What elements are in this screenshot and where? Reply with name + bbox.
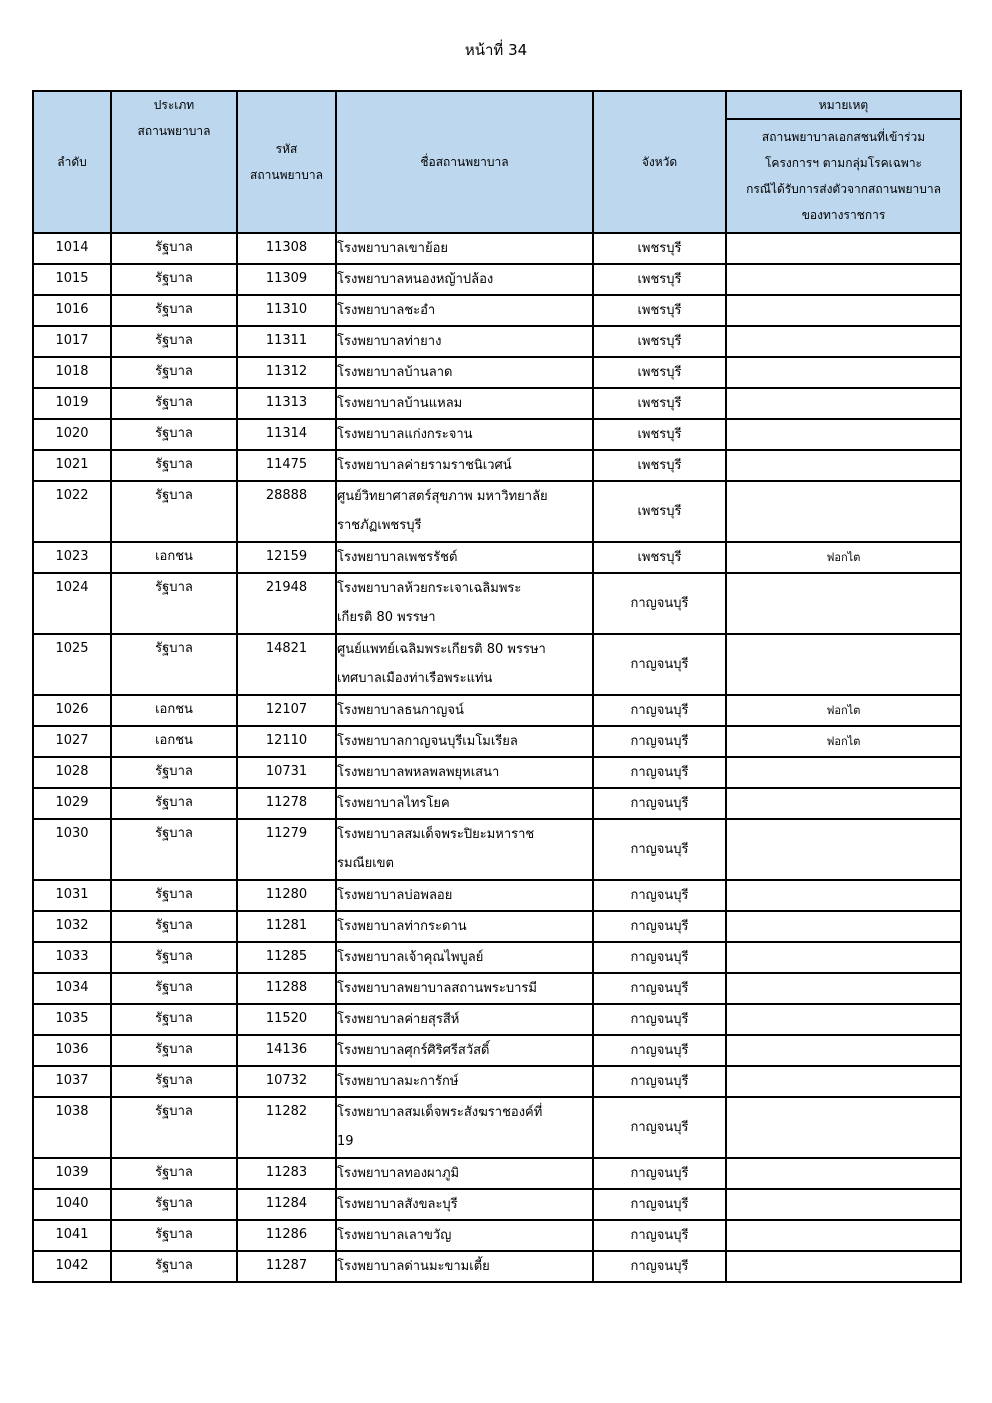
cell-name: โรงพยาบาลท่ากระดาน [336,911,593,942]
cell-name: โรงพยาบาลมะการักษ์ [336,1066,593,1097]
cell-province: กาญจนบุรี [593,788,726,819]
cell-name: โรงพยาบาลชะอำ [336,295,593,326]
cell-name: โรงพยาบาลเขาย้อย [336,233,593,264]
cell-note [726,788,961,819]
table-row [33,233,961,264]
cell-type: รัฐบาล [111,357,237,388]
table-row [33,819,961,880]
cell-order: 1026 [33,695,111,726]
cell-code: 11281 [237,911,336,942]
cell-type: รัฐบาล [111,1251,237,1282]
cell-name: โรงพยาบาลค่ายสุรสีห์ [336,1004,593,1035]
cell-code: 11282 [237,1097,336,1158]
cell-order: 1033 [33,942,111,973]
cell-name: โรงพยาบาลบ่อพลอย [336,880,593,911]
cell-province: เพชรบุรี [593,542,726,573]
cell-province: เพชรบุรี [593,419,726,450]
cell-order: 1031 [33,880,111,911]
cell-code: 11278 [237,788,336,819]
cell-note [726,1189,961,1220]
cell-note [726,295,961,326]
cell-code: 11313 [237,388,336,419]
cell-province: กาญจนบุรี [593,1066,726,1097]
cell-type: รัฐบาล [111,1189,237,1220]
cell-name: โรงพยาบาลสมเด็จพระสังฆราชองค์ที่ 19 [336,1097,593,1158]
cell-note [726,1220,961,1251]
cell-name: โรงพยาบาลไทรโยค [336,788,593,819]
cell-province: กาญจนบุรี [593,880,726,911]
cell-code: 11284 [237,1189,336,1220]
cell-name: โรงพยาบาลแก่งกระจาน [336,419,593,450]
cell-province: กาญจนบุรี [593,573,726,634]
cell-type: รัฐบาล [111,1097,237,1158]
cell-note [726,634,961,695]
cell-note [726,1066,961,1097]
table-row [33,911,961,942]
cell-note [726,1004,961,1035]
cell-code: 12159 [237,542,336,573]
cell-type: รัฐบาล [111,973,237,1004]
cell-type: รัฐบาล [111,264,237,295]
cell-note [726,233,961,264]
cell-name: โรงพยาบาลท่ายาง [336,326,593,357]
cell-code: 11285 [237,942,336,973]
cell-order: 1028 [33,757,111,788]
cell-code: 28888 [237,481,336,542]
cell-note [726,419,961,450]
cell-type: รัฐบาล [111,450,237,481]
table-row [33,973,961,1004]
cell-province: กาญจนบุรี [593,695,726,726]
cell-type: รัฐบาล [111,481,237,542]
cell-province: กาญจนบุรี [593,757,726,788]
cell-order: 1027 [33,726,111,757]
cell-province: กาญจนบุรี [593,1251,726,1282]
page-title: หน้าที่ 34 [464,41,528,59]
table-row [33,388,961,419]
cell-note [726,481,961,542]
cell-code: 10732 [237,1066,336,1097]
cell-name: โรงพยาบาลทองผาภูมิ [336,1158,593,1189]
table-row [33,357,961,388]
cell-type: รัฐบาล [111,1158,237,1189]
cell-note [726,326,961,357]
cell-code: 11475 [237,450,336,481]
cell-type: รัฐบาล [111,1066,237,1097]
cell-code: 11286 [237,1220,336,1251]
cell-order: 1038 [33,1097,111,1158]
cell-code: 11308 [237,233,336,264]
cell-order: 1015 [33,264,111,295]
table-row [33,450,961,481]
cell-name: โรงพยาบาลธนกาญจน์ [336,695,593,726]
cell-province: กาญจนบุรี [593,634,726,695]
cell-order: 1017 [33,326,111,357]
cell-order: 1025 [33,634,111,695]
cell-name: โรงพยาบาลเลาขวัญ [336,1220,593,1251]
cell-note [726,819,961,880]
cell-type: รัฐบาล [111,819,237,880]
cell-order: 1021 [33,450,111,481]
header-code: รหัส สถานพยาบาล [237,91,336,233]
cell-type: รัฐบาล [111,634,237,695]
cell-type: รัฐบาล [111,942,237,973]
header-order: ลำดับ [33,91,111,233]
cell-code: 11311 [237,326,336,357]
cell-order: 1042 [33,1251,111,1282]
cell-province: กาญจนบุรี [593,1035,726,1066]
cell-province: เพชรบุรี [593,233,726,264]
cell-province: กาญจนบุรี [593,1097,726,1158]
cell-order: 1036 [33,1035,111,1066]
cell-type: รัฐบาล [111,419,237,450]
cell-order: 1034 [33,973,111,1004]
cell-province: กาญจนบุรี [593,1189,726,1220]
cell-order: 1022 [33,481,111,542]
cell-type: รัฐบาล [111,295,237,326]
cell-name: โรงพยาบาลหนองหญ้าปล้อง [336,264,593,295]
cell-note [726,1097,961,1158]
cell-code: 11520 [237,1004,336,1035]
cell-code: 11314 [237,419,336,450]
cell-name: โรงพยาบาลศุกร์ศิริศรีสวัสดิ์ [336,1035,593,1066]
cell-province: เพชรบุรี [593,388,726,419]
cell-order: 1014 [33,233,111,264]
cell-name: โรงพยาบาลบ้านลาด [336,357,593,388]
cell-type: รัฐบาล [111,1004,237,1035]
cell-code: 14821 [237,634,336,695]
cell-note [726,573,961,634]
cell-name: โรงพยาบาลห้วยกระเจาเฉลิมพระ เกียรติ 80 พรรษา [336,573,593,634]
cell-type: เอกชน [111,695,237,726]
cell-province: เพชรบุรี [593,481,726,542]
table-row [33,695,961,726]
table-row [33,788,961,819]
cell-code: 11312 [237,357,336,388]
cell-type: รัฐบาล [111,1220,237,1251]
cell-code: 11309 [237,264,336,295]
cell-note: ฟอกไต [726,695,961,726]
table-row [33,757,961,788]
cell-order: 1029 [33,788,111,819]
cell-order: 1018 [33,357,111,388]
table-row [33,1251,961,1282]
cell-province: กาญจนบุรี [593,819,726,880]
cell-name: โรงพยาบาลพหลพลพยุหเสนา [336,757,593,788]
cell-province: กาญจนบุรี [593,1220,726,1251]
cell-note: ฟอกไต [726,542,961,573]
cell-name: ศูนย์วิทยาศาสตร์สุขภาพ มหาวิทยาลัย ราชภัฏเพชรบุรี [336,481,593,542]
cell-type: รัฐบาล [111,911,237,942]
cell-code: 12107 [237,695,336,726]
cell-note [726,880,961,911]
cell-note [726,1035,961,1066]
header-province: จังหวัด [593,91,726,233]
cell-note [726,757,961,788]
cell-order: 1032 [33,911,111,942]
cell-note [726,388,961,419]
cell-province: เพชรบุรี [593,295,726,326]
table-row [33,542,961,573]
cell-province: กาญจนบุรี [593,1158,726,1189]
cell-order: 1041 [33,1220,111,1251]
table-row [33,726,961,757]
table-row [33,1035,961,1066]
cell-type: รัฐบาล [111,233,237,264]
cell-code: 11279 [237,819,336,880]
cell-note [726,357,961,388]
hospital-table [32,90,962,1283]
cell-province: กาญจนบุรี [593,942,726,973]
cell-note [726,911,961,942]
cell-code: 12110 [237,726,336,757]
table-row [33,942,961,973]
table-row [33,573,961,634]
cell-type: รัฐบาล [111,757,237,788]
cell-order: 1035 [33,1004,111,1035]
cell-type: เอกชน [111,726,237,757]
cell-province: เพชรบุรี [593,264,726,295]
cell-province: กาญจนบุรี [593,1004,726,1035]
cell-note: ฟอกไต [726,726,961,757]
cell-order: 1037 [33,1066,111,1097]
header-remark: หมายเหตุ [726,91,961,119]
cell-province: กาญจนบุรี [593,726,726,757]
cell-name: โรงพยาบาลบ้านแหลม [336,388,593,419]
cell-province: กาญจนบุรี [593,973,726,1004]
header-name: ชื่อสถานพยาบาล [336,91,593,233]
cell-code: 11280 [237,880,336,911]
cell-type: รัฐบาล [111,788,237,819]
cell-name: โรงพยาบาลพยาบาลสถานพระบารมี [336,973,593,1004]
cell-province: กาญจนบุรี [593,911,726,942]
table-row [33,264,961,295]
cell-note [726,1251,961,1282]
table-row [33,1004,961,1035]
cell-name: โรงพยาบาลเพชรรัชต์ [336,542,593,573]
header-remark-sub: สถานพยาบาลเอกสชนที่เข้าร่วม โครงการฯ ตามกลุ่มโรคเฉพาะ กรณีได้รับการส่งตัวจากสถานพยาบาล ของทางราชการ [726,119,961,233]
cell-name: โรงพยาบาลสมเด็จพระปิยะมหาราช รมณียเขต [336,819,593,880]
cell-order: 1023 [33,542,111,573]
cell-code: 21948 [237,573,336,634]
cell-code: 11283 [237,1158,336,1189]
cell-name: โรงพยาบาลค่ายรามราชนิเวศน์ [336,450,593,481]
cell-code: 11288 [237,973,336,1004]
table-row [33,326,961,357]
table-row [33,1220,961,1251]
cell-note [726,450,961,481]
cell-order: 1039 [33,1158,111,1189]
table-row [33,880,961,911]
table-row [33,1066,961,1097]
table-row [33,1189,961,1220]
cell-code: 11310 [237,295,336,326]
table-row [33,1097,961,1158]
cell-name: ศูนย์แพทย์เฉลิมพระเกียรติ 80 พรรษา เทศบาลเมืองท่าเรือพระแท่น [336,634,593,695]
table-row [33,1158,961,1189]
table-row [33,295,961,326]
cell-type: เอกชน [111,542,237,573]
cell-code: 10731 [237,757,336,788]
cell-code: 11287 [237,1251,336,1282]
cell-type: รัฐบาล [111,1035,237,1066]
table-row [33,481,961,542]
cell-note [726,264,961,295]
cell-code: 14136 [237,1035,336,1066]
cell-order: 1024 [33,573,111,634]
cell-note [726,973,961,1004]
table-row [33,634,961,695]
cell-note [726,1158,961,1189]
cell-name: โรงพยาบาลด่านมะขามเตี้ย [336,1251,593,1282]
cell-type: รัฐบาล [111,388,237,419]
cell-province: เพชรบุรี [593,357,726,388]
cell-province: เพชรบุรี [593,450,726,481]
cell-type: รัฐบาล [111,326,237,357]
cell-order: 1016 [33,295,111,326]
header-type: ประเภท สถานพยาบาล [111,91,237,233]
cell-name: โรงพยาบาลกาญจนบุรีเมโมเรียล [336,726,593,757]
cell-type: รัฐบาล [111,880,237,911]
cell-order: 1040 [33,1189,111,1220]
cell-name: โรงพยาบาลสังขละบุรี [336,1189,593,1220]
table-body [33,233,961,1282]
cell-note [726,942,961,973]
table-row [33,419,961,450]
cell-order: 1030 [33,819,111,880]
cell-province: เพชรบุรี [593,326,726,357]
cell-name: โรงพยาบาลเจ้าคุณไพบูลย์ [336,942,593,973]
cell-order: 1019 [33,388,111,419]
cell-type: รัฐบาล [111,573,237,634]
cell-order: 1020 [33,419,111,450]
